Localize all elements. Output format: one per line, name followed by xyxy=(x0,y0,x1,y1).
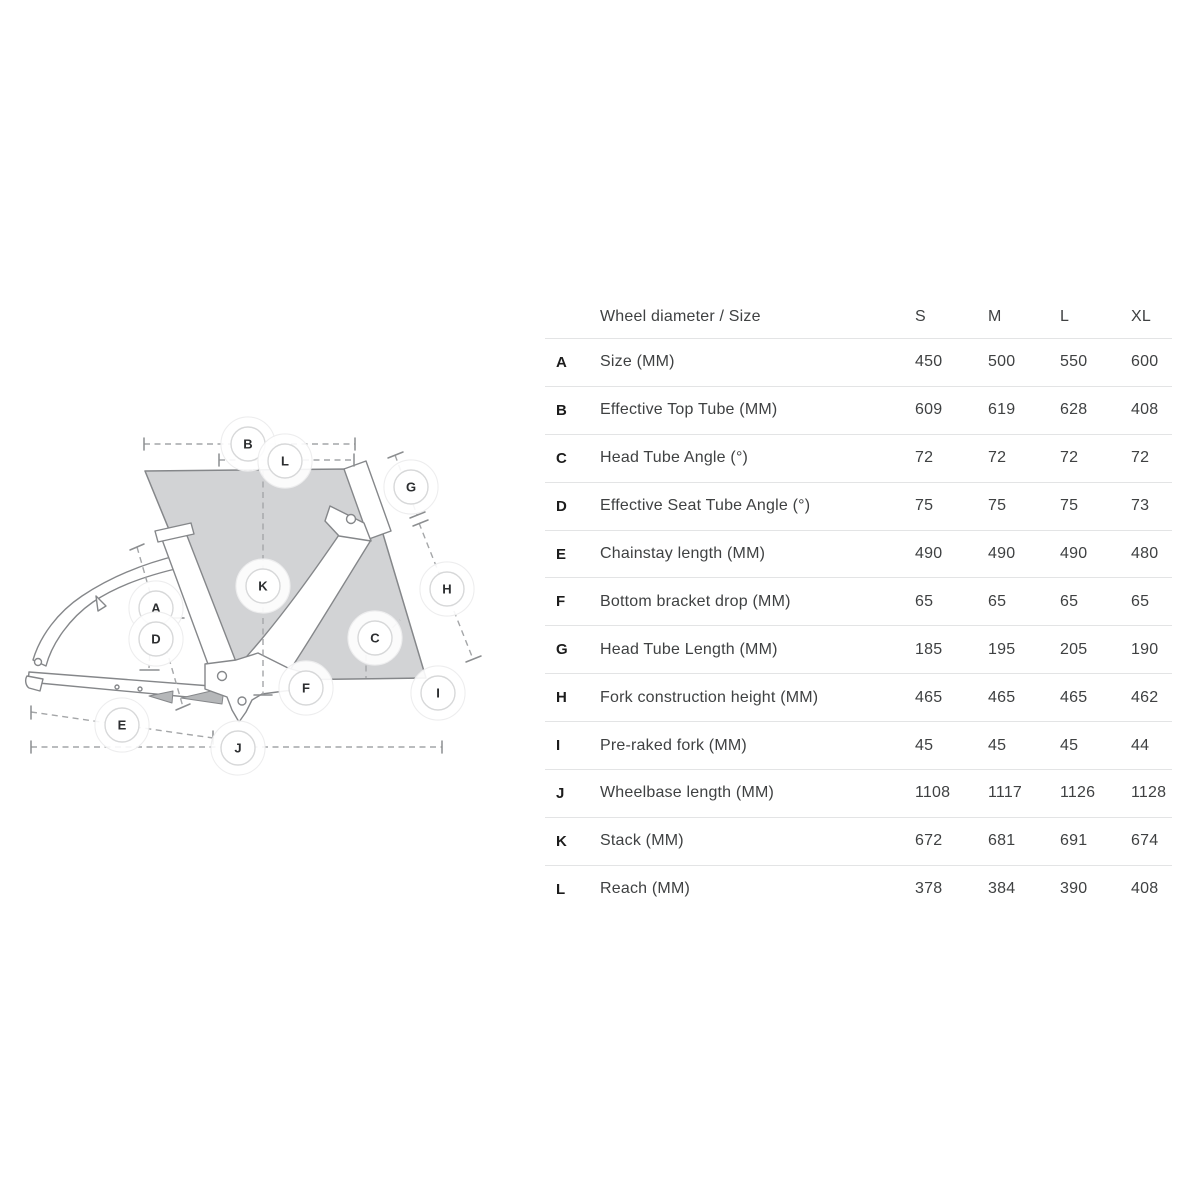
row-value-s: 1108 xyxy=(915,784,951,802)
table-row xyxy=(545,626,1172,674)
badge-letter: C xyxy=(370,630,380,646)
bb-hole-upper xyxy=(218,672,227,681)
measure-badge-D xyxy=(129,612,183,666)
header-col-s: S xyxy=(915,307,926,325)
table-row xyxy=(545,435,1172,483)
row-value-l: 490 xyxy=(1060,545,1088,562)
tick-H-bottom xyxy=(466,656,481,662)
row-value-l: 691 xyxy=(1060,832,1088,850)
row-label: Reach (MM) xyxy=(600,880,691,898)
row-value-s: 45 xyxy=(915,736,934,754)
row-value-xl: 480 xyxy=(1131,545,1159,562)
row-value-l: 628 xyxy=(1060,401,1088,419)
row-value-s: 75 xyxy=(915,497,934,515)
row-value-m: 619 xyxy=(988,401,1016,419)
row-letter: B xyxy=(556,401,568,419)
row-value-xl: 190 xyxy=(1131,640,1159,658)
row-value-m: 72 xyxy=(988,449,1007,467)
row-value-m: 490 xyxy=(988,545,1016,562)
row-value-xl: 674 xyxy=(1131,832,1159,850)
table-row xyxy=(545,818,1172,866)
measure-badge-J xyxy=(211,721,265,775)
row-value-s: 450 xyxy=(915,353,943,371)
row-letter: L xyxy=(556,880,566,898)
row-value-m: 465 xyxy=(988,688,1016,706)
row-value-m: 75 xyxy=(988,497,1007,515)
row-letter: F xyxy=(556,593,566,611)
row-value-m: 681 xyxy=(988,832,1016,850)
row-letter: D xyxy=(556,497,568,515)
table-row xyxy=(545,339,1172,387)
rear-dropout-hook xyxy=(26,676,43,691)
badge-letter: B xyxy=(243,436,253,452)
row-value-l: 205 xyxy=(1060,640,1088,658)
header-col-m: M xyxy=(988,307,1002,325)
row-letter: E xyxy=(556,545,567,563)
row-label: Fork construction height (MM) xyxy=(600,688,819,706)
measure-badge-C xyxy=(348,611,402,665)
row-value-m: 195 xyxy=(988,640,1016,658)
bb-hole-lower xyxy=(238,697,246,705)
row-value-xl: 600 xyxy=(1131,353,1159,371)
rack-bolt-hole xyxy=(35,659,42,666)
row-value-xl: 1128 xyxy=(1131,784,1167,802)
row-value-xl: 72 xyxy=(1131,449,1150,467)
row-letter: H xyxy=(556,689,568,707)
header-col-l: L xyxy=(1060,307,1070,325)
row-value-xl: 408 xyxy=(1131,401,1159,419)
row-letter: K xyxy=(556,832,568,850)
row-label: Effective Seat Tube Angle (°) xyxy=(600,497,811,515)
table-row xyxy=(545,387,1172,435)
row-value-xl: 462 xyxy=(1131,688,1159,706)
row-label: Size (MM) xyxy=(600,353,675,371)
measure-badge-H xyxy=(420,562,474,616)
table-row xyxy=(545,722,1172,770)
measure-badge-I xyxy=(411,666,465,720)
badge-letter: A xyxy=(151,600,161,616)
table-row xyxy=(545,578,1172,626)
row-value-l: 75 xyxy=(1060,497,1079,515)
row-letter: G xyxy=(556,641,568,659)
chainstay-tube xyxy=(28,672,211,699)
row-value-xl: 65 xyxy=(1131,592,1150,610)
row-letter: C xyxy=(556,449,568,467)
rack-notch xyxy=(96,596,106,611)
row-value-m: 45 xyxy=(988,736,1007,754)
row-letter: I xyxy=(556,737,561,755)
row-value-l: 550 xyxy=(1060,353,1088,371)
table-row xyxy=(545,531,1172,579)
row-label: Stack (MM) xyxy=(600,832,684,850)
gusset-hole xyxy=(347,515,356,524)
row-value-s: 378 xyxy=(915,880,943,898)
row-value-s: 490 xyxy=(915,545,943,562)
row-value-s: 72 xyxy=(915,449,934,467)
row-value-l: 1126 xyxy=(1060,784,1096,802)
table-row xyxy=(545,866,1172,913)
row-label: Bottom bracket drop (MM) xyxy=(600,592,791,610)
table-row xyxy=(545,674,1172,722)
geometry-table xyxy=(545,295,1172,913)
row-letter: J xyxy=(556,784,565,802)
table-header-row xyxy=(545,295,1172,339)
row-label: Pre-raked fork (MM) xyxy=(600,736,747,754)
row-label: Head Tube Length (MM) xyxy=(600,640,778,658)
measure-badge-G xyxy=(384,460,438,514)
table-row xyxy=(545,770,1172,818)
row-value-xl: 44 xyxy=(1131,736,1150,754)
row-value-l: 465 xyxy=(1060,688,1088,706)
table-row xyxy=(545,483,1172,531)
table-body xyxy=(545,339,1172,913)
measure-badge-K xyxy=(236,559,290,613)
row-label: Chainstay length (MM) xyxy=(600,545,766,562)
badge-letter: L xyxy=(281,453,289,469)
badge-letter: D xyxy=(151,631,161,647)
row-value-s: 609 xyxy=(915,401,943,419)
row-value-s: 672 xyxy=(915,832,943,850)
row-value-l: 72 xyxy=(1060,449,1079,467)
row-value-l: 45 xyxy=(1060,736,1079,754)
chainstay-hole-1 xyxy=(115,685,119,689)
row-label: Effective Top Tube (MM) xyxy=(600,401,778,419)
measure-badge-L xyxy=(258,434,312,488)
row-value-l: 390 xyxy=(1060,880,1088,898)
row-value-xl: 73 xyxy=(1131,497,1150,515)
row-value-xl: 408 xyxy=(1131,880,1159,898)
row-value-s: 185 xyxy=(915,640,943,658)
row-value-m: 1117 xyxy=(988,784,1023,802)
row-label: Head Tube Angle (°) xyxy=(600,449,749,467)
row-label: Wheelbase length (MM) xyxy=(600,784,775,802)
row-value-m: 384 xyxy=(988,880,1016,898)
badge-letter: E xyxy=(117,717,127,733)
badge-letter: H xyxy=(442,581,452,597)
tick-A-bottom xyxy=(176,704,190,710)
row-value-m: 65 xyxy=(988,592,1007,610)
measure-badge-E xyxy=(95,698,149,752)
badge-letter: K xyxy=(258,578,268,594)
header-label: Wheel diameter / Size xyxy=(600,307,761,325)
row-value-s: 65 xyxy=(915,592,934,610)
badge-letter: J xyxy=(234,740,242,756)
badge-letter: I xyxy=(436,685,440,701)
header-col-xl: XL xyxy=(1131,307,1151,325)
row-value-m: 500 xyxy=(988,353,1016,371)
chainstay-hole-2 xyxy=(138,687,142,691)
row-letter: A xyxy=(556,353,568,371)
measure-badge-F xyxy=(279,661,333,715)
badge-letter: F xyxy=(302,680,310,696)
row-value-l: 65 xyxy=(1060,592,1079,610)
badge-letter: G xyxy=(405,479,417,495)
row-value-s: 465 xyxy=(915,688,943,706)
